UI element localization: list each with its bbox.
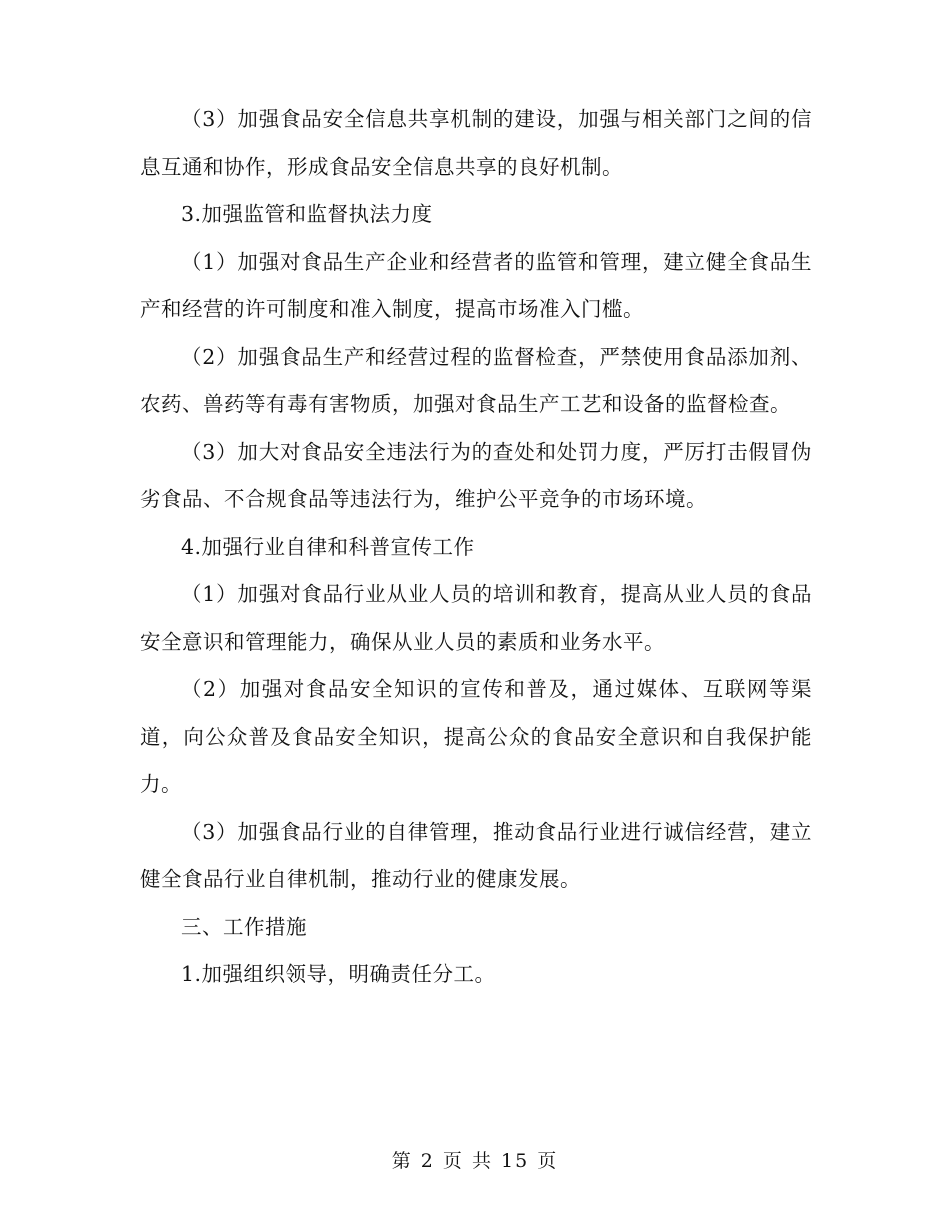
paragraph: （1）加强对食品生产企业和经营者的监管和管理，建立健全食品生产和经营的许可制度和准入制度，提高市场准入门槛。 [140, 249, 812, 321]
paragraph: （2）加强食品生产和经营过程的监督检查，严禁使用食品添加剂、农药、兽药等有毒有害物质，加强对食品生产工艺和设备的监督检查。 [140, 344, 812, 416]
paragraph: （3）加大对食品安全违法行为的查处和处罚力度，严厉打击假冒伪劣食品、不合规食品等违法行为，维护公平竞争的市场环境。 [140, 439, 812, 511]
section-heading: 3.加强监管和监督执法力度 [181, 202, 433, 226]
section-heading: 1.加强组织领导，明确责任分工。 [181, 962, 496, 986]
page-number-footer: 第 2 页 共 15 页 [391, 1150, 559, 1172]
paragraph: （3）加强食品行业的自律管理，推动食品行业进行诚信经营，建立健全食品行业自律机制，推动行业的健康发展。 [140, 819, 812, 891]
paragraph: （2）加强对食品安全知识的宣传和普及，通过媒体、互联网等渠道，向公众普及食品安全知识，提高公众的食品安全意识和自我保护能力。 [140, 677, 812, 796]
section-heading: 4.加强行业自律和科普宣传工作 [181, 534, 475, 559]
document-body [140, 96, 812, 999]
chapter-heading: 三、工作措施 [181, 914, 307, 939]
paragraph: （3）加强食品安全信息共享机制的建设，加强与相关部门之间的信息互通和协作，形成食品安全信息共享的良好机制。 [140, 107, 812, 179]
paragraph: （1）加强对食品行业从业人员的培训和教育，提高从业人员的食品安全意识和管理能力，确保从业人员的素质和业务水平。 [140, 582, 812, 654]
